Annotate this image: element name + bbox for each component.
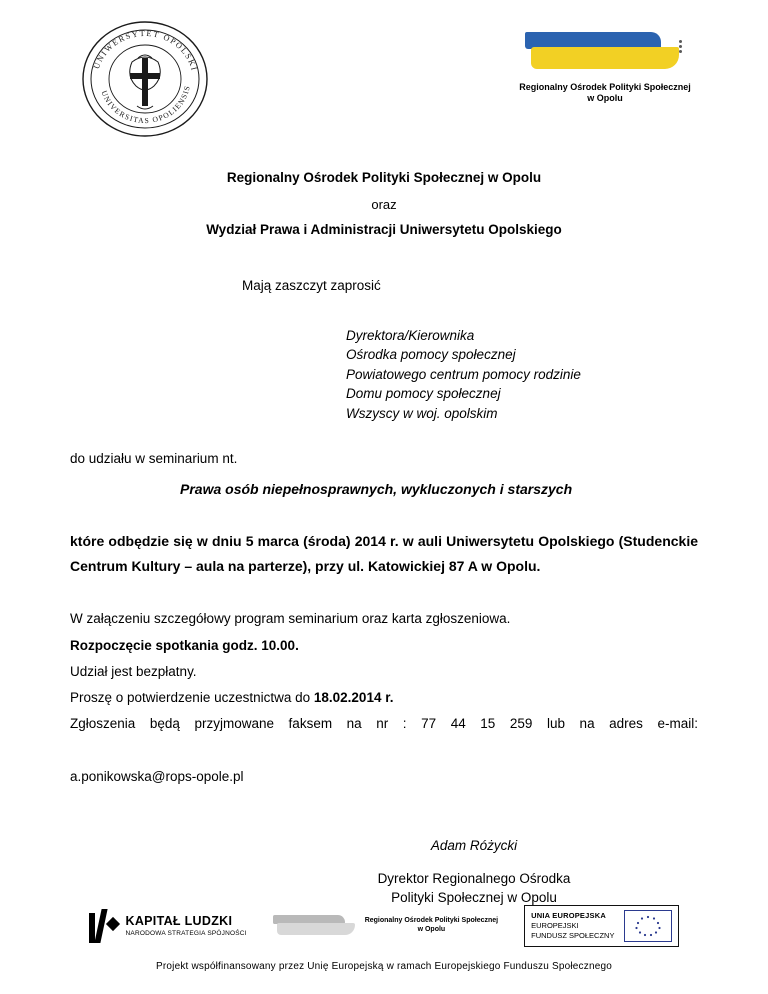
rops-footer-logo — [273, 913, 498, 939]
attachment-note: W załączeniu szczegółowy program seminarium oraz karta zgłoszeniowa. — [70, 611, 511, 627]
footer-funding-note: Projekt współfinansowany przez Unię Europejską w ramach Europejskiego Funduszu Społecznego — [155, 961, 612, 972]
eu-line-2: EUROPEJSKI — [531, 921, 579, 931]
document-footer — [0, 903, 768, 972]
info-block — [70, 606, 698, 790]
faculty-line: Wydział Prawa i Administracji Uniwersytetu Opolskiego — [206, 222, 562, 238]
kapital-ludzki-logo — [89, 909, 247, 943]
eu-line-3: FUNDUSZ SPOŁECZNY — [531, 930, 615, 940]
addressee-line-5: Wszyscy w woj. opolskim — [346, 405, 498, 421]
rops-footer-caption-line2: w Opolu — [417, 926, 446, 933]
kapital-ludzki-icon — [89, 909, 119, 943]
rops-logo-mark — [525, 32, 685, 74]
invitation-line: Mają zaszczyt zaprosić — [242, 277, 381, 293]
confirmation-date: 18.02.2014 r. — [313, 690, 394, 706]
rops-logo-dots — [675, 38, 689, 62]
start-time-note: Rozpoczęcie spotkania godz. 10.00. — [70, 637, 299, 653]
addressee-line-4: Domu pomocy społecznej — [346, 386, 501, 402]
european-union-logo — [524, 905, 679, 947]
addressee-line-1: Dyrektora/Kierownika — [346, 327, 475, 343]
kapital-ludzki-subtitle: NARODOWA STRATEGIA SPÓJNOŚCI — [125, 930, 247, 938]
rops-logo-caption-line1: Regionalny Ośrodek Polityki Społecznej — [519, 82, 691, 92]
rops-footer-icon — [273, 913, 357, 939]
fax-line: Zgłoszenia będą przyjmowane faksem na nr : 77 44 15 259 lub na adres e-mail: — [70, 716, 698, 732]
email-address[interactable]: a.ponikowska@rops-opole.pl — [70, 769, 244, 785]
signature-name: Adam Różycki — [430, 838, 518, 854]
confirmation-prefix: Proszę o potwierdzenie uczestnictwa do — [70, 690, 314, 706]
european-union-text — [531, 911, 614, 940]
addressee-line-3: Powiatowego centrum pomocy rodzinie — [346, 366, 581, 382]
document-header — [70, 0, 698, 150]
rops-logo-caption — [490, 82, 720, 105]
university-seal-logo — [80, 18, 210, 140]
eu-line-1: UNIA EUROPEJSKA — [531, 911, 606, 921]
footer-logo-row — [0, 903, 768, 949]
rops-logo — [490, 32, 720, 105]
svg-text:UNIVERSITAS OPOLIENSIS: UNIVERSITAS OPOLIENSIS — [99, 84, 192, 126]
kapital-ludzki-title: KAPITAŁ LUDZKI — [125, 913, 233, 928]
svg-text:UNIWERSYTET OPOLSKI: UNIWERSYTET OPOLSKI — [91, 28, 199, 73]
signature-role-line2: Polityki Społecznej w Opolu — [391, 889, 557, 905]
free-participation-note: Udział jest bezpłatny. — [70, 663, 197, 679]
organizer-line: Regionalny Ośrodek Polityki Społecznej w Opolu — [226, 170, 542, 185]
conjunction-line: oraz — [371, 196, 397, 212]
eu-flag-icon — [624, 910, 672, 942]
rops-footer-caption — [365, 917, 498, 935]
addressee-line-2: Ośrodka pomocy społecznej — [346, 347, 516, 363]
seminar-lead-line: do udziału w seminarium nt. — [70, 451, 238, 467]
signature-role-line1: Dyrektor Regionalnego Ośrodka — [377, 870, 571, 886]
rops-footer-caption-line1: Regionalny Ośrodek Polityki Społecznej — [364, 917, 499, 925]
addressee-block — [70, 326, 698, 424]
rops-logo-yellow-stroke — [531, 47, 679, 69]
rops-logo-caption-line2: w Opolu — [587, 93, 623, 104]
signature-block — [70, 836, 698, 907]
letter-body — [70, 168, 698, 908]
seminar-title: Prawa osób niepełnosprawnych, wykluczonych i starszych — [180, 480, 573, 497]
seminar-details: które odbędzie się w dniu 5 marca (środa) 2014 r. w auli Uniwersytetu Opolskiego (Studenckie Centrum Kultury – aula na parterze), przy ul. Katowickiej 87 A w Opolu. — [70, 533, 698, 574]
confirmation-note — [70, 685, 698, 711]
